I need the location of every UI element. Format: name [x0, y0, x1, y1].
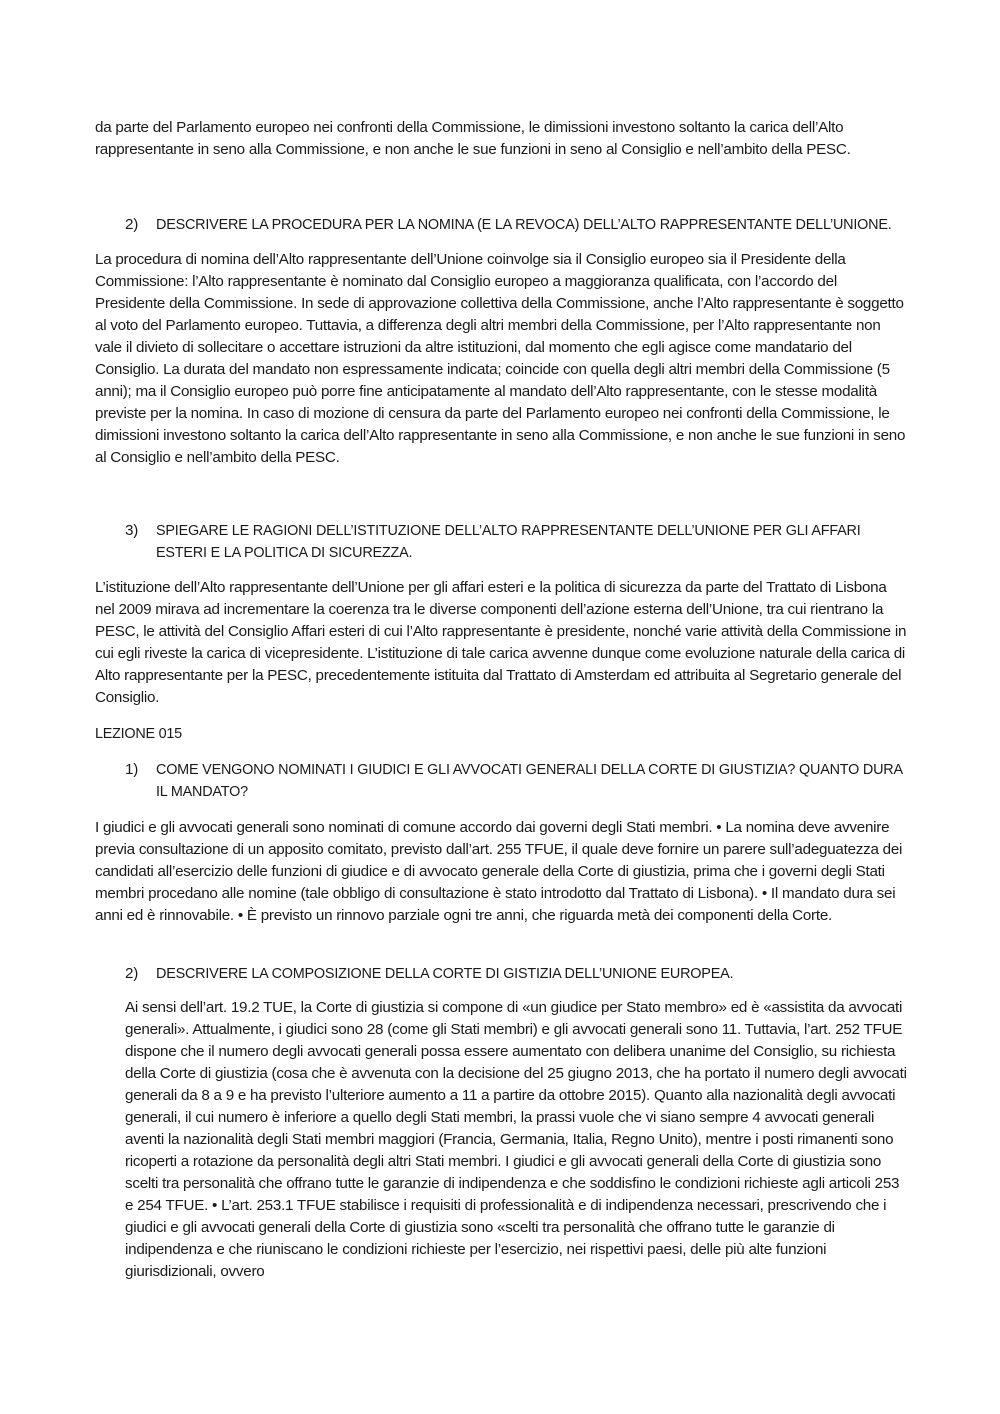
lesson-label: LEZIONE 015 [95, 726, 182, 742]
question-heading: DESCRIVERE LA PROCEDURA PER LA NOMINA (E LA REVOCA) DELL’ALTO RAPPRESENTANTE DELL’UNIONE. [156, 217, 892, 233]
answer-paragraph: Ai sensi dell’art. 19.2 TUE, la Corte di giustizia si compone di «un giudice per Stato membro» ed è «assistita da avvocati generali». Attualmente, i giudici sono 28 (come gli Stati membri) e gli avvocati generali sono 11. Tuttavia, l’art. 252 TFUE dispone che il numero degli avvocati generali possa essere aumentato con delibera unanime del Consiglio, su richiesta della Corte di giustizia (cosa che è avvenuta con la decisione del 25 giugno 2013, che ha portato il numero degli avvocati generali da 8 a 9 e ha previsto l’ulteriore aumento a 11 a partire da ottobre 2015). Quanto alla nazionalità degli avvocati generali, il cui numero è inferiore a quello degli Stati membri, la prassi vuole che vi siano sempre 4 avvocati generali aventi la nazionalità degli Stati membri maggiori (Francia, Germania, Italia, Regno Unito), mentre i posti rimanenti sono ricoperti a rotazione da personalità degli altri Stati membri. I giudici e gli avvocati generali della Corte di giustizia sono scelti tra personalità che offrano tutte le garanzie di indipendenza e che soddisfino le condizioni richieste agli articoli 253 e 254 TFUE. • L’art. 253.1 TFUE stabilisce i requisiti di professionalità e di indipendenza necessari, prescrivendo che i giudici e gli avvocati generali della Corte di giustizia sono «scelti tra personalità che offrano tutte le garanzie di indipendenza e che riuniscano le condizioni richieste per l’esercizio, nei rispettivi paesi, delle più alte funzioni giurisdizionali, ovvero [125, 999, 907, 1280]
question-heading: COME VENGONO NOMINATI I GIUDICI E GLI AVVOCATI GENERALI DELLA CORTE DI GIUSTIZIA? QUANTO DURA IL MANDATO? [156, 762, 903, 800]
answer-paragraph: I giudici e gli avvocati generali sono nominati di comune accordo dai governi degli Stati membri. • La nomina deve avvenire previa consultazione di un apposito comitato, previsto dall’art. 255 TFUE, il quale deve fornire un parere sull’adeguatezza dei candidati all’esercizio delle funzioni di giudice e di avvocato generale della Corte di giustizia, prima che i governi degli Stati membri procedano alle nomine (tale obbligo di consultazione è stato introdotto dal Trattato di Lisbona). • Il mandato dura sei anni ed è rinnovabile. • È previsto un rinnovo parziale ogni tre anni, che riguarda metà dei componenti della Corte. [95, 819, 903, 924]
question-number: 3) [125, 522, 139, 539]
answer-paragraph: La procedura di nomina dell’Alto rappresentante dell’Unione coinvolge sia il Consiglio europeo sia il Presidente della Commissione: l’Alto rappresentante è nominato dal Consiglio europeo a maggioranza qualificata, con l’accordo del Presidente della Commissione. In sede di approvazione collettiva della Commissione, anche l’Alto rappresentante è soggetto al voto del Parlamento europeo. Tuttavia, a differenza degli altri membri della Commissione, per l’Alto rappresentante non vale il divieto di sollecitare o accettare istruzioni da altre istituzioni, dal momento che egli agisce come mandatario del Consiglio. La durata del mandato non espressamente indicata; coincide con quella degli altri membri della Commissione (5 anni); ma il Consiglio europeo può porre fine anticipatamente al mandato dell’Alto rappresentante, con le stesse modalità previste per la nomina. In caso di mozione di censura da parte del Parlamento europeo nei confronti della Commissione, le dimissioni investono soltanto la carica dell’Alto rappresentante in seno alla Commissione, e non anche le sue funzioni in seno al Consiglio e nell’ambito della PESC. [95, 251, 906, 466]
question-number: 1) [125, 761, 139, 778]
question-heading: DESCRIVERE LA COMPOSIZIONE DELLA CORTE DI GISTIZIA DELL’UNIONE EUROPEA. [156, 966, 734, 982]
intro-paragraph: da parte del Parlamento europeo nei confronti della Commissione, le dimissioni investono soltanto la carica dell’Alto rappresentante in seno alla Commissione, e non anche le sue funzioni in seno al Consiglio e nell’ambito della PESC. [95, 119, 851, 158]
answer-paragraph: L’istituzione dell’Alto rappresentante dell’Unione per gli affari esteri e la politica di sicurezza da parte del Trattato di Lisbona nel 2009 mirava ad incrementare la coerenza tra le diverse componenti dell’azione esterna dell’Unione, tra cui rientrano la PESC, le attività del Consiglio Affari esteri di cui l’Alto rappresentante è presidente, nonché varie attività della Commissione in cui egli riveste la carica di vicepresidente. L’istituzione di tale carica avvenne dunque come evoluzione naturale della carica di Alto rappresentante per la PESC, precedentemente istituita dal Trattato di Amsterdam ed attribuita al Segretario generale del Consiglio. [95, 579, 907, 706]
question-number: 2) [125, 216, 139, 233]
question-heading: SPIEGARE LE RAGIONI DELL’ISTITUZIONE DELL’ALTO RAPPRESENTANTE DELL’UNIONE PER GLI AFFARI ESTERI E LA POLITICA DI SICUREZZA. [156, 523, 861, 561]
question-number: 2) [125, 965, 139, 982]
